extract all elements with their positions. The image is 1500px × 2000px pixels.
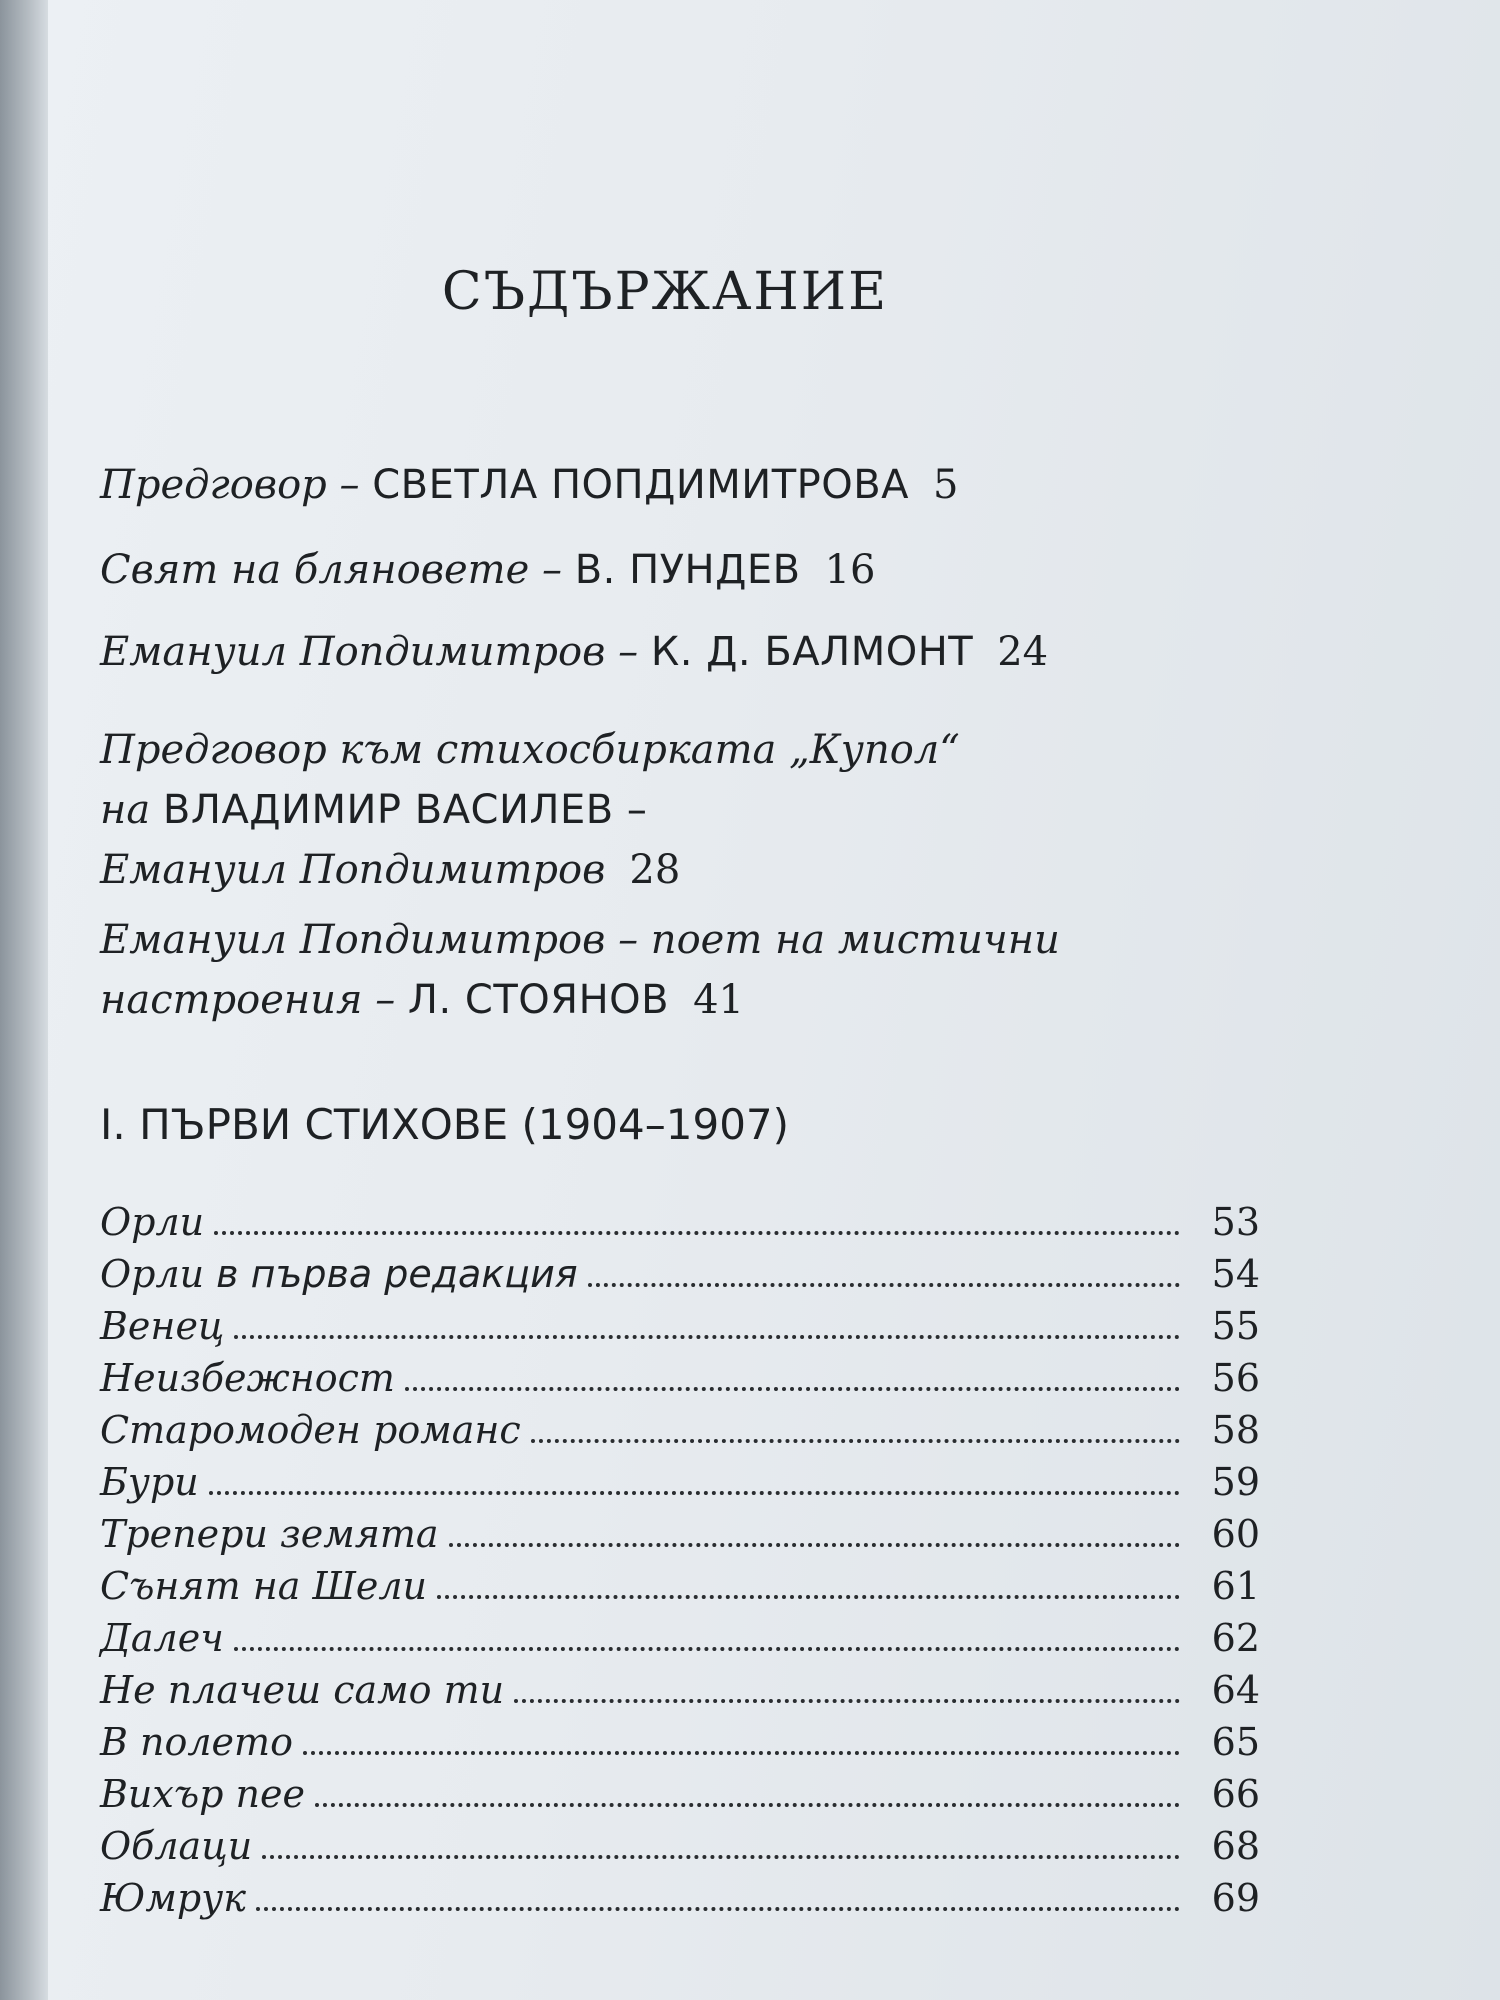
toc-entry-title: Емануил Попдимитров – bbox=[100, 629, 651, 675]
poem-title: Неизбежност bbox=[100, 1356, 395, 1400]
page-number: 56 bbox=[1211, 1356, 1260, 1400]
poem-title: Венец bbox=[100, 1304, 225, 1348]
page-number: 5 bbox=[933, 462, 959, 508]
page-number: 41 bbox=[693, 977, 744, 1023]
toc-entry-text bbox=[100, 917, 1060, 963]
toc-entry-text bbox=[100, 977, 669, 1023]
dot-leader bbox=[405, 1386, 1180, 1391]
toc-row[interactable] bbox=[100, 1668, 1260, 1720]
toc-row[interactable] bbox=[100, 1408, 1260, 1460]
toc-entry-line bbox=[100, 455, 1270, 515]
toc-entry-text bbox=[100, 847, 605, 893]
toc-entry-line bbox=[100, 622, 1270, 682]
toc-entry[interactable] bbox=[100, 720, 1270, 900]
poem-title: Юмрук bbox=[100, 1876, 246, 1920]
toc-entry-author: ВЛАДИМИР ВАСИЛЕВ – bbox=[162, 787, 648, 833]
dot-leader bbox=[209, 1490, 1180, 1495]
toc-row[interactable] bbox=[100, 1616, 1260, 1668]
toc-entry-title: настроения – bbox=[100, 977, 408, 1023]
poem-title: Сънят на Шели bbox=[100, 1564, 427, 1608]
toc-row[interactable] bbox=[100, 1512, 1260, 1564]
toc-row[interactable] bbox=[100, 1252, 1260, 1304]
page-number: 16 bbox=[824, 547, 876, 593]
toc-row[interactable] bbox=[100, 1564, 1260, 1616]
section-heading: I. ПЪРВИ СТИХОВЕ (1904–1907) bbox=[100, 1100, 790, 1149]
toc-entry-text bbox=[100, 462, 909, 508]
poem-title: Вихър пее bbox=[100, 1772, 306, 1816]
poem-title: В полето bbox=[100, 1720, 293, 1764]
toc-entry-text bbox=[100, 547, 801, 593]
toc-entry-line bbox=[100, 540, 1270, 600]
dot-leader bbox=[588, 1282, 1180, 1287]
dot-leader bbox=[256, 1906, 1180, 1911]
toc-row[interactable] bbox=[100, 1304, 1260, 1356]
dot-leader bbox=[514, 1698, 1180, 1703]
toc-entry-title: Емануил Попдимитров bbox=[100, 847, 606, 893]
toc-entry-line bbox=[100, 970, 1270, 1030]
page-number: 54 bbox=[1211, 1252, 1260, 1296]
toc-entry[interactable] bbox=[100, 910, 1270, 1030]
toc-entry-line bbox=[100, 910, 1270, 970]
toc-entry-text bbox=[100, 629, 973, 675]
page-number: 69 bbox=[1211, 1876, 1260, 1920]
poem-list bbox=[100, 1200, 1260, 1928]
page-number: 58 bbox=[1211, 1408, 1260, 1452]
toc-row[interactable] bbox=[100, 1876, 1260, 1928]
page-number: 61 bbox=[1211, 1564, 1260, 1608]
toc-entry-author: В. ПУНДЕВ bbox=[574, 547, 801, 593]
toc-entry-author: СВЕТЛА ПОПДИМИТРОВА bbox=[372, 462, 910, 508]
page-number: 55 bbox=[1211, 1304, 1260, 1348]
poem-title: Трепери земята bbox=[100, 1512, 439, 1556]
toc-entry-author: К. Д. БАЛМОНТ bbox=[650, 629, 974, 675]
page-number: 59 bbox=[1211, 1460, 1260, 1504]
toc-entry-author: Л. СТОЯНОВ bbox=[407, 977, 670, 1023]
toc-entry-title: Емануил Попдимитров – поет на мистични bbox=[100, 917, 1060, 963]
page-title: СЪДЪРЖАНИЕ bbox=[441, 262, 889, 322]
dot-leader bbox=[315, 1802, 1180, 1807]
dot-leader bbox=[262, 1854, 1180, 1859]
toc-row[interactable] bbox=[100, 1824, 1260, 1876]
toc-entry-title: Предговор – bbox=[100, 462, 373, 508]
page-number: 66 bbox=[1211, 1772, 1260, 1816]
toc-entry[interactable] bbox=[100, 455, 1270, 515]
page-number: 64 bbox=[1211, 1668, 1260, 1712]
page-number: 62 bbox=[1211, 1616, 1260, 1660]
page-number: 24 bbox=[997, 629, 1049, 675]
poem-title: Старомоден романс bbox=[100, 1408, 521, 1452]
dot-leader bbox=[234, 1646, 1180, 1651]
dot-leader bbox=[437, 1594, 1180, 1599]
page-number: 65 bbox=[1211, 1720, 1260, 1764]
poem-title: Далеч bbox=[100, 1616, 224, 1660]
toc-entry-title: Предговор към стихосбирката „Купол“ bbox=[100, 727, 960, 773]
page-number: 53 bbox=[1211, 1200, 1260, 1244]
dot-leader bbox=[214, 1230, 1180, 1235]
toc-entry-text bbox=[100, 727, 960, 773]
toc-entry-line bbox=[100, 840, 1270, 900]
page-number: 60 bbox=[1211, 1512, 1260, 1556]
dot-leader bbox=[449, 1542, 1180, 1547]
poem-title: Облаци bbox=[100, 1824, 253, 1868]
dot-leader bbox=[303, 1750, 1180, 1755]
toc-entry-title: Свят на бляновете – bbox=[100, 547, 575, 593]
poem-title: Орли bbox=[100, 1252, 205, 1296]
toc-row[interactable] bbox=[100, 1772, 1260, 1824]
toc-entry-text bbox=[100, 787, 647, 833]
toc-entry-line bbox=[100, 720, 1270, 780]
poem-title: Орли bbox=[100, 1200, 205, 1244]
toc-row[interactable] bbox=[100, 1200, 1260, 1252]
dot-leader bbox=[531, 1438, 1180, 1443]
toc-entry-line bbox=[100, 780, 1270, 840]
poem-note: в първа редакция bbox=[216, 1252, 578, 1296]
toc-entry[interactable] bbox=[100, 540, 1270, 600]
toc-row[interactable] bbox=[100, 1720, 1260, 1772]
toc-entry[interactable] bbox=[100, 622, 1270, 682]
poem-title: Не плачеш само ти bbox=[100, 1668, 505, 1712]
toc-row[interactable] bbox=[100, 1460, 1260, 1512]
toc-entry-title: на bbox=[100, 787, 163, 833]
toc-row[interactable] bbox=[100, 1356, 1260, 1408]
poem-title: Бури bbox=[100, 1460, 199, 1504]
dot-leader bbox=[234, 1334, 1180, 1339]
page-number: 68 bbox=[1211, 1824, 1260, 1868]
page-number: 28 bbox=[629, 847, 681, 893]
